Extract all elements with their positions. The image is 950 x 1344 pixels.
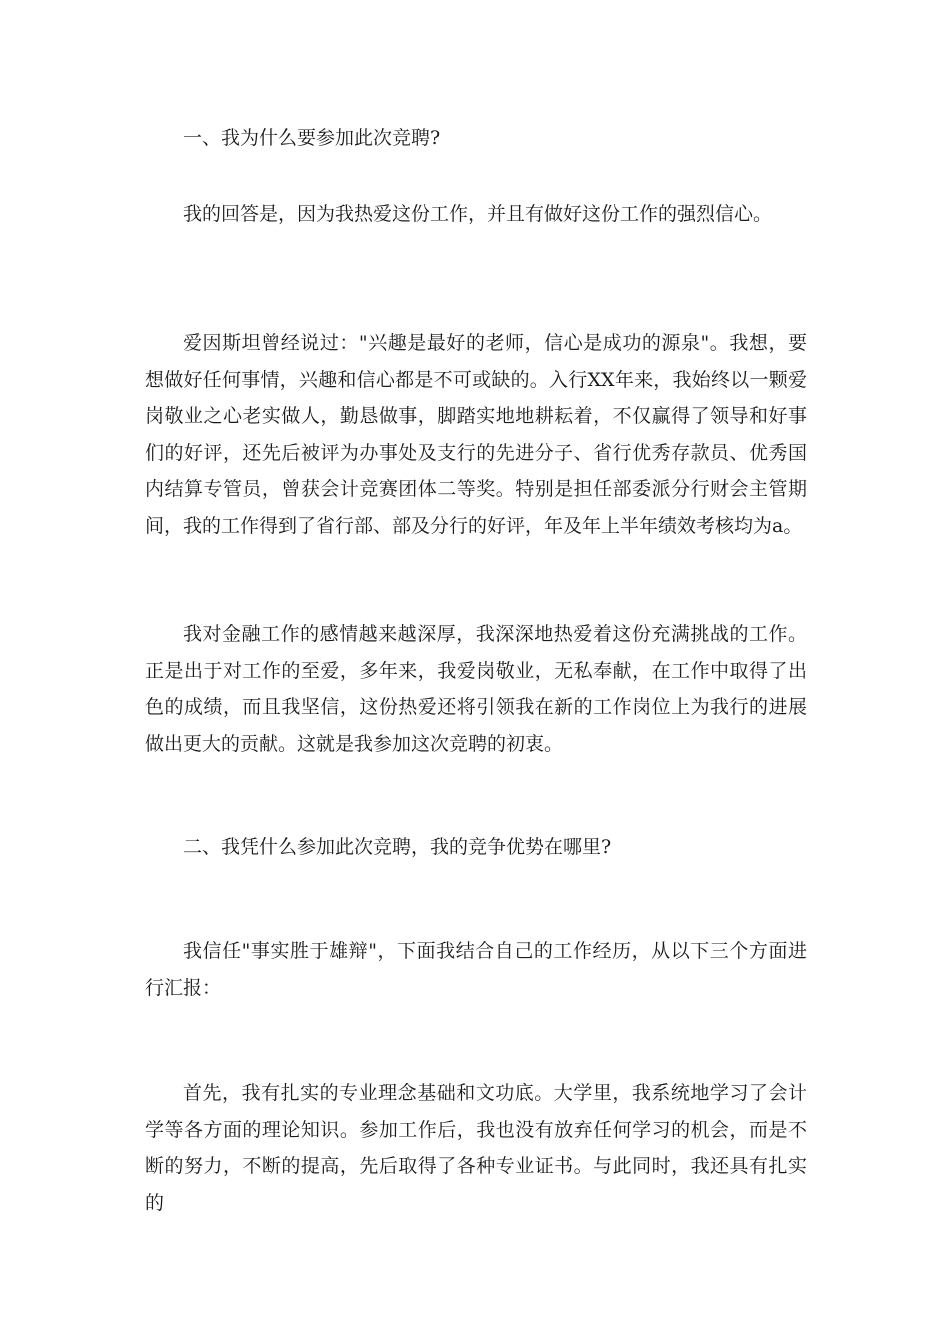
section-heading-1: 一、我为什么要参加此次竞聘? <box>183 127 441 149</box>
paragraph-first-point: 首先，我有扎实的专业理念基础和文功底。大学里，我系统地学习了会计学等各方面的理论知识。参加工作后，我也没有放弃任何学习的机会，而是不断的努力，不断的提高，先后取得了各种专业证书。与此同时，我还具有扎实的 <box>145 1082 807 1214</box>
section-heading-2: 二、我凭什么参加此次竞聘，我的竞争优势在哪里? <box>183 836 612 858</box>
paragraph-einstein-quote: 爱因斯坦曾经说过："兴趣是最好的老师，信心是成功的源泉"。我想，要想做好任何事情，兴趣和信心都是不可或缺的。入行XX年来，我始终以一颗爱岗敬业之心老实做人，勤恳做事，脚踏实地地耕耘着，不仅赢得了领导和好事们的好评，还先后被评为办事处及支行的先进分子、省行优秀存款员、优秀国内结算专管员，曾获会计竞赛团体二等奖。特别是担任部委派分行财会主管期间，我的工作得到了省行部、部及分行的好评，年及年上半年绩效考核均为a。 <box>145 332 807 537</box>
paragraph-finance-passion: 我对金融工作的感情越来越深厚，我深深地热爱着这份充满挑战的工作。正是出于对工作的至爱，多年来，我爱岗敬业，无私奉献，在工作中取得了出色的成绩，而且我坚信，这份热爱还将引领我在新的工作岗位上为我行的进展做出更大的贡献。这就是我参加这次竞聘的初衷。 <box>145 623 807 755</box>
paragraph-answer: 我的回答是，因为我热爱这份工作，并且有做好这份工作的强烈信心。 <box>183 203 773 225</box>
paragraph-facts-intro: 我信任"事实胜于雄辩"，下面我结合自己的工作经历，从以下三个方面进行汇报： <box>145 940 807 999</box>
